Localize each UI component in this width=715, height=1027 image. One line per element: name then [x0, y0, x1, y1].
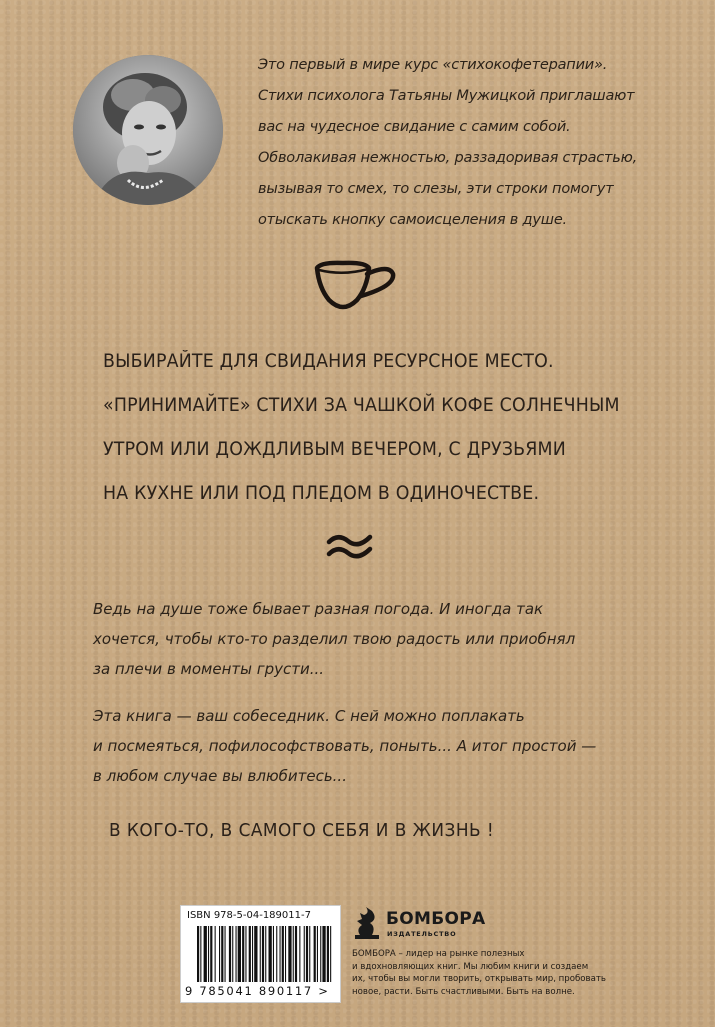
paragraph-2: [93, 701, 653, 791]
intro-line: Это первый в мире курс «стихокофетерапии».: [258, 57, 608, 73]
paragraph-1: [93, 594, 653, 684]
blurb-line: новое, расти. Быть счастливыми. Быть на волне.: [352, 986, 575, 997]
bombora-logo: [352, 905, 382, 943]
paragraph-line: за плечи в моменты грусти...: [93, 660, 325, 678]
paragraph-line: Эта книга — ваш собеседник. С ней можно поплакать: [93, 707, 525, 725]
paragraph-line: в любом случае вы влюбитесь...: [93, 767, 347, 785]
publisher-blurb: [352, 948, 606, 998]
coffee-cup-icon: [313, 258, 397, 318]
caps-line: ВЫБИРАЙТЕ ДЛЯ СВИДАНИЯ РЕСУРСНОЕ МЕСТО.: [103, 351, 554, 372]
isbn-label: ISBN 978-5-04-189011-7: [187, 910, 311, 921]
final-line: В КОГО-ТО, В САМОГО СЕБЯ И В ЖИЗНЬ !: [109, 820, 495, 841]
intro-line: вас на чудесное свидание с самим собой.: [258, 119, 571, 135]
author-portrait: [73, 55, 223, 205]
intro-line: вызывая то смех, то слезы, эти строки помогут: [258, 181, 614, 197]
blurb-line: и вдохновляющих книг. Мы любим книги и создаем: [352, 961, 589, 972]
blurb-line: их, чтобы вы могли творить, открывать мир, пробовать: [352, 974, 606, 984]
paragraph-line: хочется, чтобы кто-то разделил твою радость или приобнял: [93, 630, 576, 648]
publisher-name: БОМБОРА: [386, 909, 486, 929]
intro-text: [258, 50, 688, 236]
intro-line: Обволакивая нежностью, раззадоривая страстью,: [258, 150, 638, 166]
publisher-subtitle: ИЗДАТЕЛЬСТВО: [387, 930, 457, 938]
barcode-bars: [195, 926, 335, 982]
barcode-digits: 9 785041 890117 >: [185, 984, 330, 998]
intro-line: Стихи психолога Татьяны Мужицкой приглашают: [258, 88, 635, 104]
paragraph-line: и посмеяться, пофилософствовать, поныть... А итог простой —: [93, 737, 597, 755]
caps-line: «ПРИНИМАЙТЕ» СТИХИ ЗА ЧАШКОЙ КОФЕ СОЛНЕЧНЫМ: [103, 395, 620, 416]
caps-text: [103, 340, 629, 516]
blurb-line: БОМБОРА – лидер на рынке полезных: [352, 949, 525, 959]
intro-line: отыскать кнопку самоисцеления в душе.: [258, 212, 567, 228]
paragraph-line: Ведь на душе тоже бывает разная погода. И иногда так: [93, 600, 544, 618]
approx-symbol-icon: [326, 531, 374, 559]
caps-line: УТРОМ ИЛИ ДОЖДЛИВЫМ ВЕЧЕРОМ, С ДРУЗЬЯМИ: [103, 439, 566, 460]
barcode: [180, 905, 341, 1003]
caps-line: НА КУХНЕ ИЛИ ПОД ПЛЕДОМ В ОДИНОЧЕСТВЕ.: [103, 483, 540, 504]
